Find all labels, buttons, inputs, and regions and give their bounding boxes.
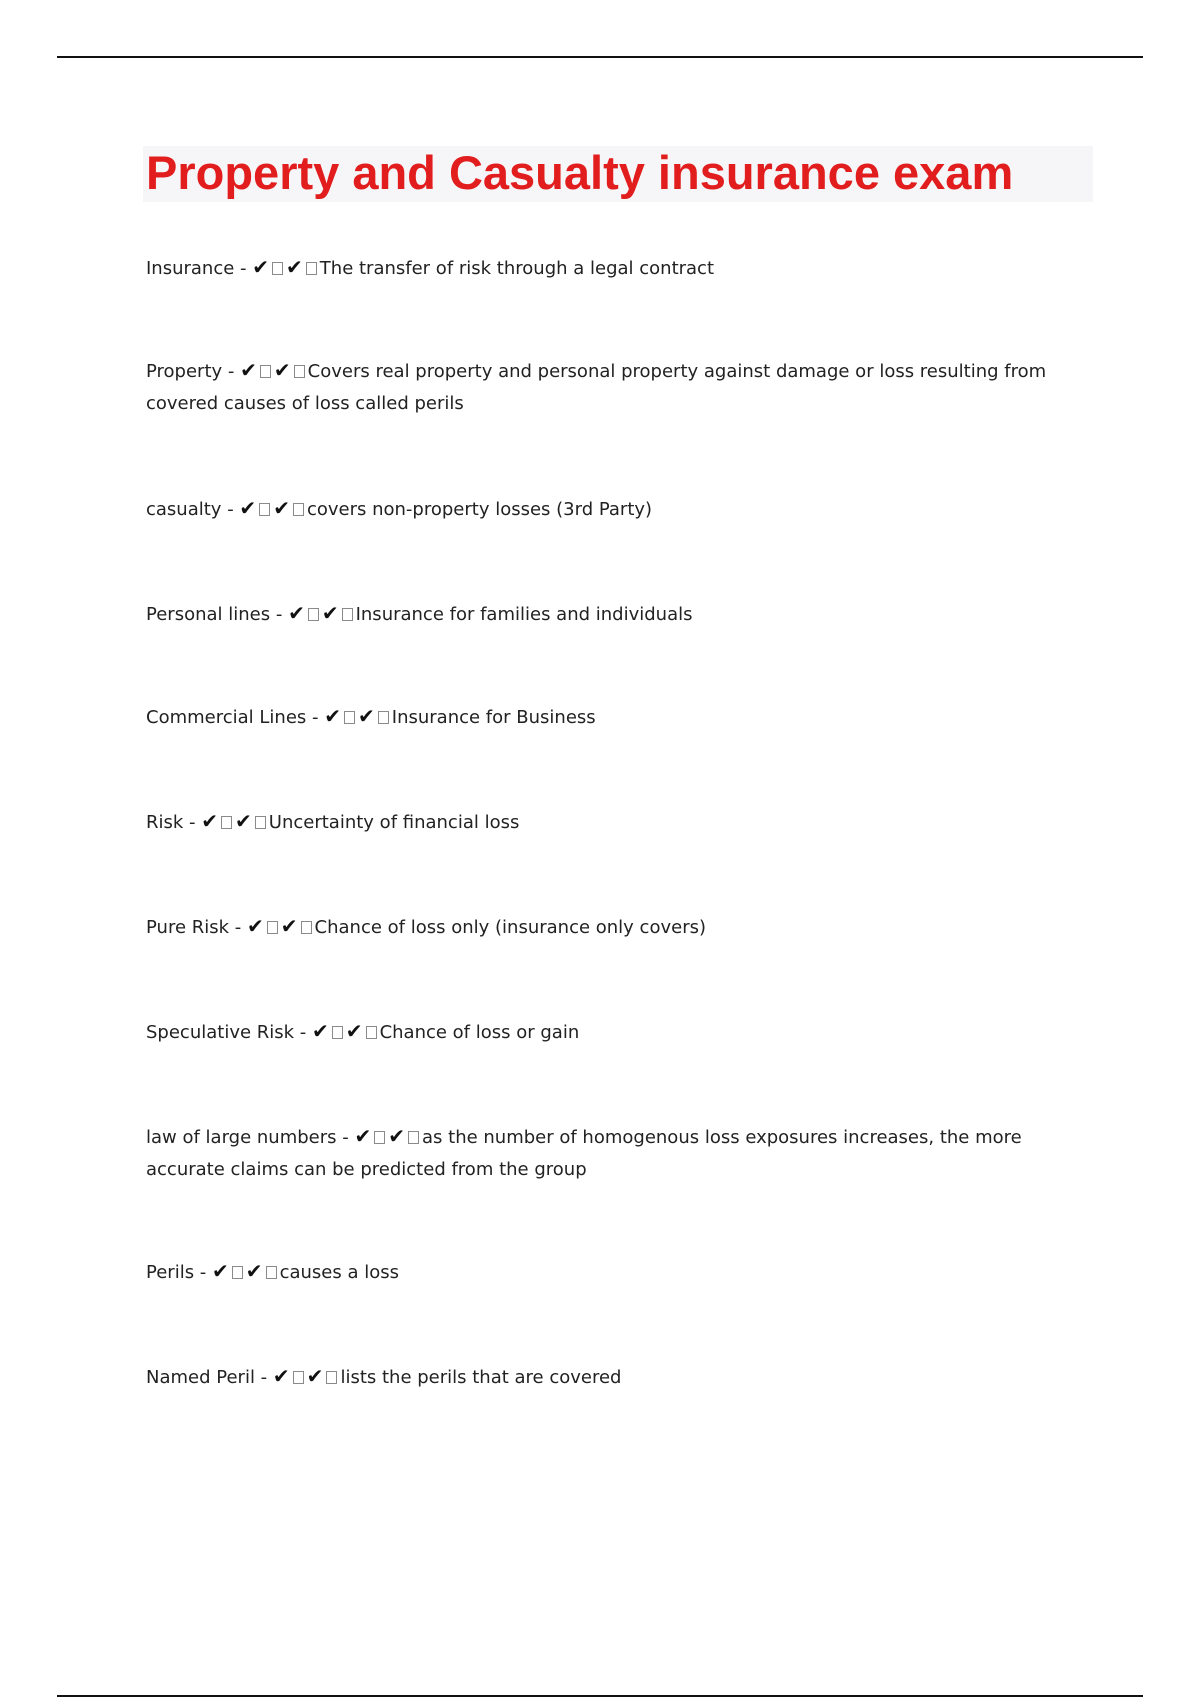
entry-property	[146, 354, 1076, 420]
check-icon: ✔	[245, 1259, 263, 1283]
entry-term: casualty	[146, 499, 222, 520]
entry-separator: -	[254, 1367, 273, 1388]
entry-pure-risk	[146, 910, 1076, 944]
entry-separator: -	[222, 361, 241, 382]
box-icon	[272, 262, 283, 275]
entry-risk	[146, 805, 1076, 839]
box-icon	[259, 503, 270, 516]
check-icon: ✔	[312, 1019, 329, 1043]
check-icon: ✔	[306, 1364, 324, 1388]
entry-separator: -	[183, 812, 202, 833]
entry-definition: Chance of loss only (insurance only covers)	[314, 917, 706, 938]
box-icon	[342, 608, 353, 621]
check-icon: ✔	[212, 1259, 229, 1283]
box-icon	[293, 503, 304, 516]
entry-named-peril	[146, 1360, 1076, 1394]
entry-definition: Uncertainty of financial loss	[268, 812, 520, 833]
check-icon: ✔	[273, 496, 290, 520]
entry-term: Insurance	[146, 258, 235, 279]
entry-term: law of large numbers	[146, 1127, 337, 1148]
header-rule	[57, 56, 1143, 58]
box-icon	[408, 1131, 419, 1144]
entry-term: Risk	[146, 812, 184, 833]
entry-separator: -	[294, 1022, 313, 1043]
box-icon	[326, 1371, 337, 1384]
box-icon	[294, 365, 305, 378]
entry-speculative-risk	[146, 1015, 1076, 1049]
check-icon: ✔	[354, 1124, 372, 1148]
entry-separator: -	[306, 707, 325, 728]
entry-definition: Insurance for families and individuals	[355, 604, 693, 625]
footer-rule	[57, 1695, 1143, 1697]
box-icon	[293, 1371, 304, 1384]
entry-separator: -	[221, 499, 240, 520]
entry-definition: Chance of loss or gain	[379, 1022, 580, 1043]
entry-definition: causes a loss	[279, 1262, 399, 1283]
entry-term: Commercial Lines	[146, 707, 307, 728]
document-title: Property and Casualty insurance exam	[146, 146, 1014, 199]
box-icon	[344, 711, 355, 724]
check-icon: ✔	[286, 255, 303, 279]
entry-term: Pure Risk	[146, 917, 230, 938]
entry-term: Property	[146, 361, 223, 382]
check-icon: ✔	[345, 1019, 363, 1043]
entry-term: Perils	[146, 1262, 195, 1283]
check-icon: ✔	[273, 358, 291, 382]
entry-separator: -	[270, 604, 289, 625]
entry-separator: -	[234, 258, 253, 279]
box-icon	[232, 1266, 243, 1279]
entry-separator: -	[229, 917, 248, 938]
check-icon: ✔	[247, 914, 264, 938]
entry-definition: Insurance for Business	[391, 707, 596, 728]
entry-term: Personal lines	[146, 604, 271, 625]
check-icon: ✔	[288, 601, 305, 625]
entry-personal-lines	[146, 597, 1076, 631]
box-icon	[332, 1026, 343, 1039]
entry-definition: The transfer of risk through a legal contract	[319, 258, 715, 279]
check-icon: ✔	[324, 704, 341, 728]
check-icon: ✔	[321, 601, 339, 625]
box-icon	[366, 1026, 377, 1039]
entry-casualty	[146, 492, 1076, 526]
box-icon	[221, 816, 232, 829]
entry-term: Named Peril	[146, 1367, 255, 1388]
entry-insurance	[146, 251, 1076, 285]
entry-perils	[146, 1255, 1076, 1289]
check-icon: ✔	[358, 704, 375, 728]
check-icon: ✔	[235, 809, 252, 833]
box-icon	[266, 1266, 277, 1279]
check-icon: ✔	[280, 914, 298, 938]
check-icon: ✔	[388, 1124, 405, 1148]
entry-commercial-lines	[146, 700, 1076, 734]
check-icon: ✔	[272, 1364, 290, 1388]
check-icon: ✔	[252, 255, 270, 279]
check-icon: ✔	[201, 809, 219, 833]
box-icon	[301, 921, 312, 934]
entry-definition: Covers real property and personal property against damage or loss resulting from covered causes of loss called perils	[146, 361, 1047, 414]
box-icon	[374, 1131, 385, 1144]
box-icon	[260, 365, 271, 378]
entry-definition: lists the perils that are covered	[340, 1367, 622, 1388]
entry-term: Speculative Risk	[146, 1022, 295, 1043]
entry-law-of-large-numbers	[146, 1120, 1076, 1186]
entry-separator: -	[336, 1127, 355, 1148]
check-icon: ✔	[239, 496, 257, 520]
entry-definition: as the number of homogenous loss exposures increases, the more accurate claims can be predicted from the group	[146, 1127, 1022, 1180]
box-icon	[306, 262, 317, 275]
entry-separator: -	[194, 1262, 213, 1283]
check-icon: ✔	[240, 358, 257, 382]
box-icon	[378, 711, 389, 724]
box-icon	[308, 608, 319, 621]
entry-definition: covers non-property losses (3rd Party)	[306, 499, 653, 520]
box-icon	[255, 816, 266, 829]
box-icon	[267, 921, 278, 934]
